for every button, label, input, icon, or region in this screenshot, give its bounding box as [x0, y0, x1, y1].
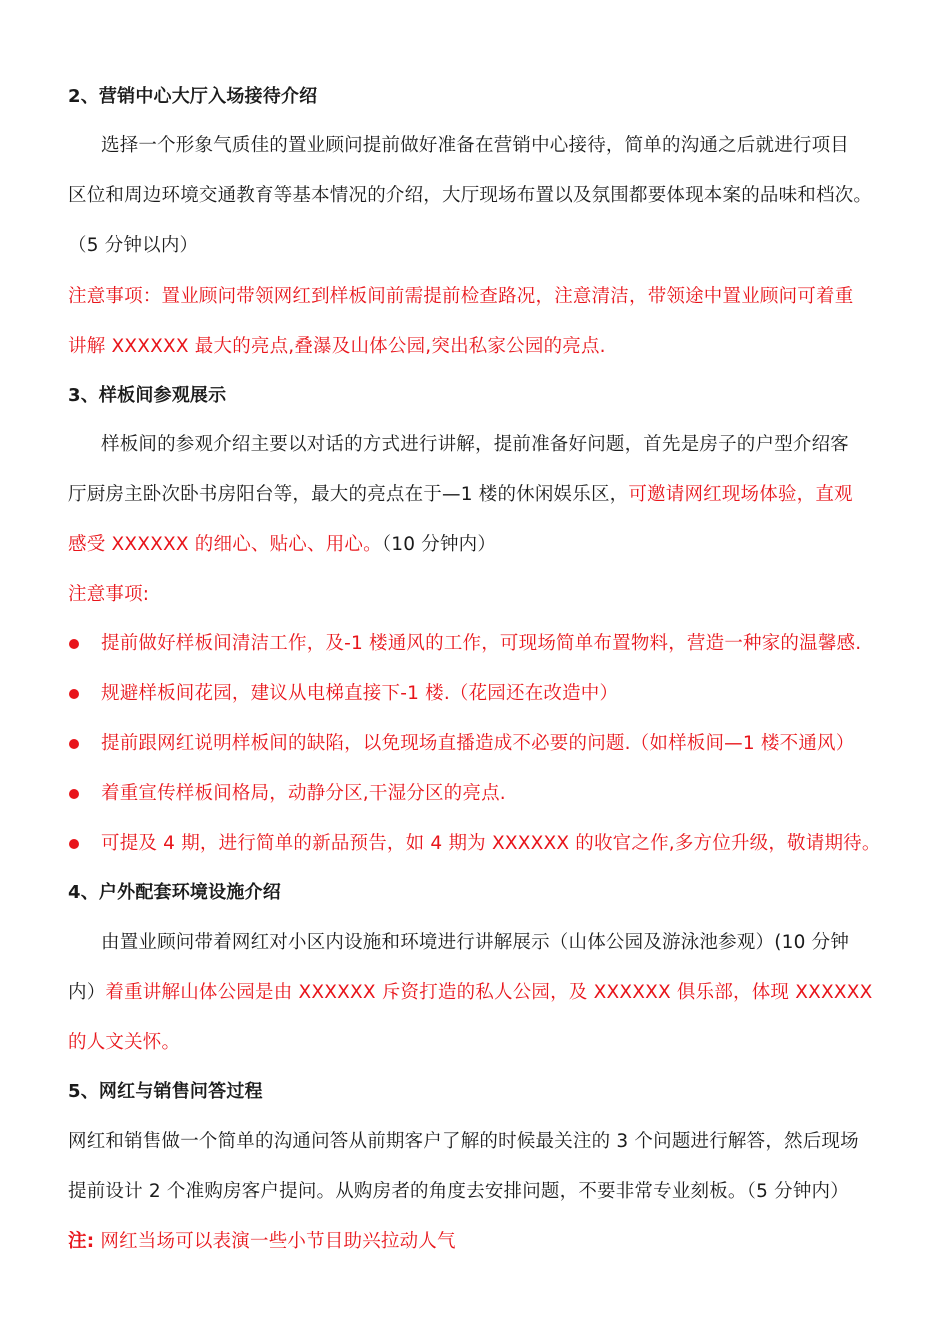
section-2-note-line-1: 注意事项：置业顾问带领网红到样板间前需提前检查路况，注意清洁，带领途中置业顾问可着重: [68, 286, 854, 307]
section-3-bullet-item: 着重宣传样板间格局，动静分区,干湿分区的亮点.: [101, 783, 506, 804]
section-4-paragraph-line-3: 的人文关怀。: [68, 1032, 181, 1053]
section-4-paragraph-line-1: 由置业顾问带着网红对小区内设施和环境进行讲解展示（山体公园及游泳池参观）(10 分钟: [101, 932, 850, 953]
bullet-dot-icon: [69, 689, 79, 699]
bullet-dot-icon: [69, 839, 79, 849]
bullet-dot-icon: [69, 789, 79, 799]
section-2-paragraph-line-2: 区位和周边环境交通教育等基本情况的介绍，大厅现场布置以及氛围都要体现本案的品味和档次。: [68, 185, 873, 206]
section-3-paragraph-line-3-black: （10 分钟内）: [381, 534, 497, 555]
section-3-heading: 3、样板间参观展示: [68, 385, 227, 406]
section-4-heading: 4、户外配套环境设施介绍: [68, 882, 281, 903]
section-4-paragraph-line-2-black: 内）: [68, 982, 106, 1003]
section-5-note-text: 网红当场可以表演一些小节目助兴拉动人气: [100, 1231, 456, 1252]
bullet-dot-icon: [69, 639, 79, 649]
section-3-paragraph-line-3-red: 感受 XXXXXX 的细心、贴心、用心。: [68, 534, 382, 555]
section-5-heading: 5、网红与销售问答过程: [68, 1081, 263, 1102]
section-2-note-line-2: 讲解 XXXXXX 最大的亮点,叠瀑及山体公园,突出私家公园的亮点.: [68, 336, 606, 357]
section-3-bullet-item: 提前跟网红说明样板间的缺陷，以免现场直播造成不必要的问题.（如样板间—1 楼不通风）: [101, 733, 855, 754]
section-2-paragraph-line-3: （5 分钟以内）: [68, 235, 199, 256]
section-5-note-label: 注:: [68, 1231, 95, 1252]
section-5-paragraph-line-1: 网红和销售做一个简单的沟通问答从前期客户了解的时候最关注的 3 个问题进行解答，然后现场: [68, 1131, 859, 1152]
section-4-paragraph-line-2: [68, 980, 888, 1006]
section-2-paragraph-line-1: 选择一个形象气质佳的置业顾问提前做好准备在营销中心接待，简单的沟通之后就进行项目: [101, 135, 850, 156]
bullet-dot-icon: [69, 739, 79, 749]
section-3-bullet-item: 规避样板间花园，建议从电梯直接下-1 楼.（花园还在改造中）: [101, 683, 619, 704]
section-3-bullet-item: 可提及 4 期，进行简单的新品预告，如 4 期为 XXXXXX 的收官之作,多方位升级，敬请期待。: [101, 833, 881, 854]
section-3-note-title: 注意事项:: [68, 584, 150, 605]
section-3-paragraph-line-2-black: 厅厨房主卧次卧书房阳台等，最大的亮点在于—1 楼的休闲娱乐区，: [68, 484, 629, 505]
section-3-paragraph-line-2-red: 可邀请网红现场体验，直观: [628, 484, 853, 505]
section-3-paragraph-line-3: [68, 532, 888, 558]
section-5-note: [68, 1229, 888, 1255]
section-3-bullet-item: 提前做好样板间清洁工作，及-1 楼通风的工作，可现场简单布置物料，营造一种家的温馨感.: [101, 633, 862, 654]
section-5-paragraph-line-2: 提前设计 2 个准购房客户提问。从购房者的角度去安排问题，不要非常专业刻板。（5 分钟内）: [68, 1181, 849, 1202]
section-3-paragraph-line-1: 样板间的参观介绍主要以对话的方式进行讲解，提前准备好问题，首先是房子的户型介绍客: [101, 434, 850, 455]
section-3-paragraph-line-2: [68, 482, 888, 508]
section-4-paragraph-line-2-red: 着重讲解山体公园是由 XXXXXX 斥资打造的私人公园，及 XXXXXX 俱乐部，体现 XXXXXX: [105, 982, 873, 1003]
section-2-heading: 2、营销中心大厅入场接待介绍: [68, 86, 318, 107]
